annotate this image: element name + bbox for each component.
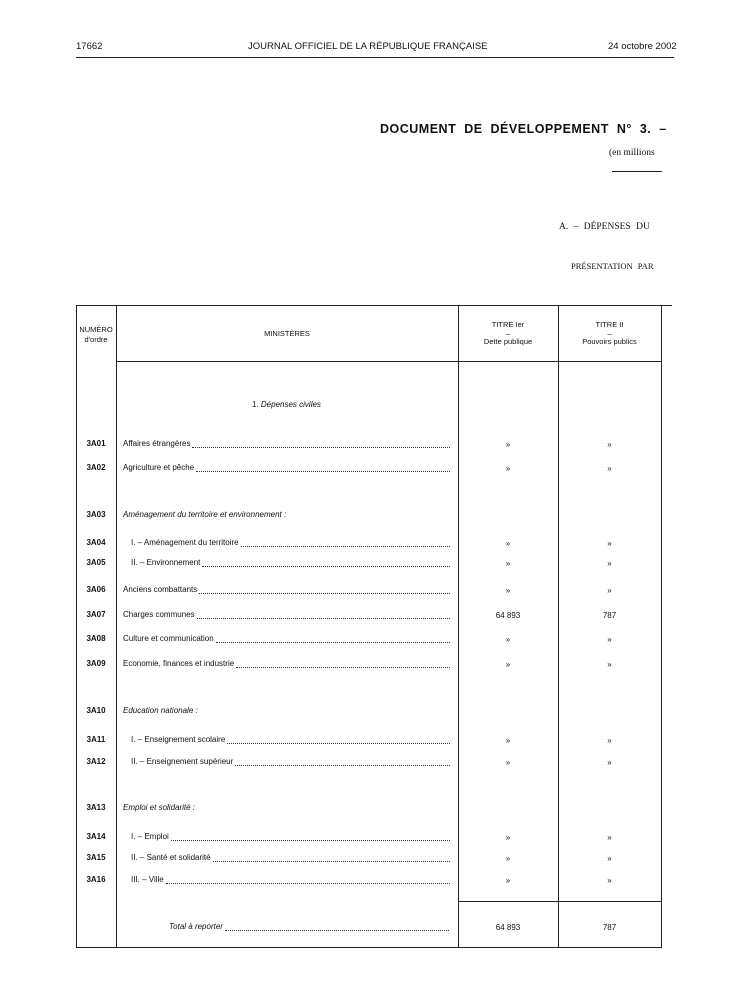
- row-titre2-value: »: [607, 586, 612, 595]
- row-titre1-value: »: [505, 736, 511, 745]
- col-line-titre1: [558, 305, 559, 948]
- header-titre2-line3: Pouvoirs publics: [582, 337, 637, 346]
- row-label-text: Economie, finances et industrie: [123, 659, 235, 668]
- row-titre2-value: »: [607, 464, 612, 473]
- leader-dots: [227, 737, 450, 744]
- row-label: [123, 439, 450, 448]
- journal-title: JOURNAL OFFICIEL DE LA RÉPUBLIQUE FRANÇAISE: [248, 41, 488, 52]
- row-label-text: Emploi et solidarité :: [123, 803, 196, 812]
- row-label: [123, 803, 453, 812]
- header-titre1: [458, 321, 558, 347]
- leader-dots: [197, 612, 450, 619]
- leader-dots: [166, 877, 450, 884]
- leader-dots: [192, 441, 450, 448]
- row-titre2-value: »: [607, 539, 612, 548]
- row-label: [131, 538, 450, 547]
- row-label-text: Anciens combattants: [123, 585, 198, 594]
- row-label: [123, 463, 450, 472]
- table-bottom-rule: [76, 947, 662, 948]
- row-code: 3A16: [86, 875, 106, 884]
- row-label: [131, 558, 450, 567]
- row-titre1-value: »: [505, 440, 511, 449]
- group-heading-number: 1.: [252, 400, 259, 409]
- row-code: 3A06: [86, 585, 106, 594]
- issue-date: 24 octobre 2002: [608, 41, 677, 52]
- header-numero: [76, 325, 116, 345]
- total-titre1: 64 893: [495, 923, 521, 932]
- row-titre2-value: »: [607, 736, 612, 745]
- page-number: 17662: [76, 41, 103, 52]
- header-titre2: [558, 321, 661, 347]
- row-titre1-value: »: [505, 876, 511, 885]
- header-titre1-line3: Dette publique: [483, 337, 533, 346]
- row-titre1-value: »: [505, 559, 511, 568]
- row-label-text: Charges communes: [123, 610, 195, 619]
- leader-dots: [199, 587, 450, 594]
- col-line-numero: [116, 305, 117, 948]
- row-titre2-value: 787: [602, 611, 617, 620]
- row-label: [123, 634, 450, 643]
- row-label-text: Affaires étrangères: [123, 439, 191, 448]
- leader-dots: [225, 924, 449, 931]
- header-ministeres: MINISTÈRES: [264, 329, 310, 338]
- col-line-left: [76, 305, 77, 948]
- subsection-title: PRÉSENTATION PAR: [571, 261, 654, 271]
- row-label-text: II. – Santé et solidarité: [131, 853, 211, 862]
- row-titre1-value: »: [505, 539, 511, 548]
- col-line-ministeres: [458, 305, 459, 948]
- row-code: 3A10: [86, 706, 106, 715]
- header-rule: [76, 57, 674, 58]
- row-code: 3A01: [86, 439, 106, 448]
- header-titre2-dash: –: [607, 328, 612, 338]
- group-heading: [252, 400, 321, 409]
- row-titre1-value: »: [505, 586, 511, 595]
- row-titre2-value: »: [607, 635, 612, 644]
- leader-dots: [241, 540, 450, 547]
- row-label: [131, 757, 450, 766]
- row-label-text: Agriculture et pêche: [123, 463, 195, 472]
- row-label: [123, 706, 453, 715]
- row-code: 3A13: [86, 803, 106, 812]
- row-code: 3A03: [86, 510, 106, 519]
- row-titre1-value: 64 893: [495, 611, 521, 620]
- unit-rule: [612, 171, 662, 172]
- total-label: [169, 922, 449, 931]
- row-code: 3A11: [86, 735, 106, 744]
- row-titre2-value: »: [607, 440, 612, 449]
- col-line-titre2: [661, 305, 662, 948]
- row-code: 3A09: [86, 659, 106, 668]
- leader-dots: [202, 560, 450, 567]
- row-label-text: III. – Ville: [131, 875, 164, 884]
- row-code: 3A07: [86, 610, 106, 619]
- row-code: 3A02: [86, 463, 106, 472]
- table-header-rule: [116, 361, 662, 362]
- row-titre2-value: »: [607, 854, 612, 863]
- row-label: [131, 735, 450, 744]
- row-code: 3A04: [86, 538, 106, 547]
- row-titre2-value: »: [607, 876, 612, 885]
- row-label: [123, 659, 450, 668]
- row-label-text: I. – Aménagement du territoire: [131, 538, 239, 547]
- header-titre1-dash: –: [505, 328, 511, 338]
- row-label: [131, 875, 450, 884]
- header-numero-line1: NUMÉRO: [79, 325, 113, 334]
- row-label-text: Culture et communication: [123, 634, 214, 643]
- header-titre1-line1: TITRE Ier: [491, 320, 525, 329]
- row-code: 3A08: [86, 634, 106, 643]
- row-label: [131, 832, 450, 841]
- row-titre1-value: »: [505, 635, 511, 644]
- row-titre2-value: »: [607, 559, 612, 568]
- row-titre2-value: »: [607, 660, 612, 669]
- total-label-text: Total à reporter: [169, 922, 223, 931]
- row-titre2-value: »: [607, 758, 612, 767]
- leader-dots: [213, 855, 450, 862]
- leader-dots: [171, 834, 450, 841]
- header-numero-line2: d'ordre: [84, 335, 108, 344]
- row-label-text: I. – Emploi: [131, 832, 169, 841]
- row-label: [123, 585, 450, 594]
- row-code: 3A12: [86, 757, 106, 766]
- row-code: 3A15: [86, 853, 106, 862]
- row-label: [123, 610, 450, 619]
- row-titre2-value: »: [607, 833, 612, 842]
- leader-dots: [196, 465, 450, 472]
- row-label: [123, 510, 453, 519]
- row-titre1-value: »: [505, 833, 511, 842]
- unit-label: (en millions: [609, 148, 655, 158]
- row-label-text: Aménagement du territoire et environnement :: [123, 510, 287, 519]
- table-top-rule: [76, 305, 672, 306]
- row-label-text: I. – Enseignement scolaire: [131, 735, 226, 744]
- row-titre1-value: »: [505, 854, 511, 863]
- total-titre2: 787: [602, 923, 617, 932]
- row-label-text: II. – Environnement: [131, 558, 201, 567]
- row-label-text: II. – Enseignement supérieur: [131, 757, 234, 766]
- leader-dots: [235, 759, 450, 766]
- row-label-text: Education nationale :: [123, 706, 198, 715]
- total-rule: [458, 901, 662, 902]
- row-titre1-value: »: [505, 660, 511, 669]
- group-heading-label: Dépenses civiles: [260, 400, 321, 409]
- row-label: [131, 853, 450, 862]
- leader-dots: [236, 661, 450, 668]
- leader-dots: [216, 636, 450, 643]
- row-titre1-value: »: [505, 758, 511, 767]
- section-title: A. – DÉPENSES DU: [559, 222, 650, 232]
- row-code: 3A14: [86, 832, 106, 841]
- row-titre1-value: »: [505, 464, 511, 473]
- document-title: DOCUMENT DE DÉVELOPPEMENT N° 3. –: [380, 122, 667, 136]
- row-code: 3A05: [86, 558, 106, 567]
- header-titre2-line1: TITRE II: [595, 320, 624, 329]
